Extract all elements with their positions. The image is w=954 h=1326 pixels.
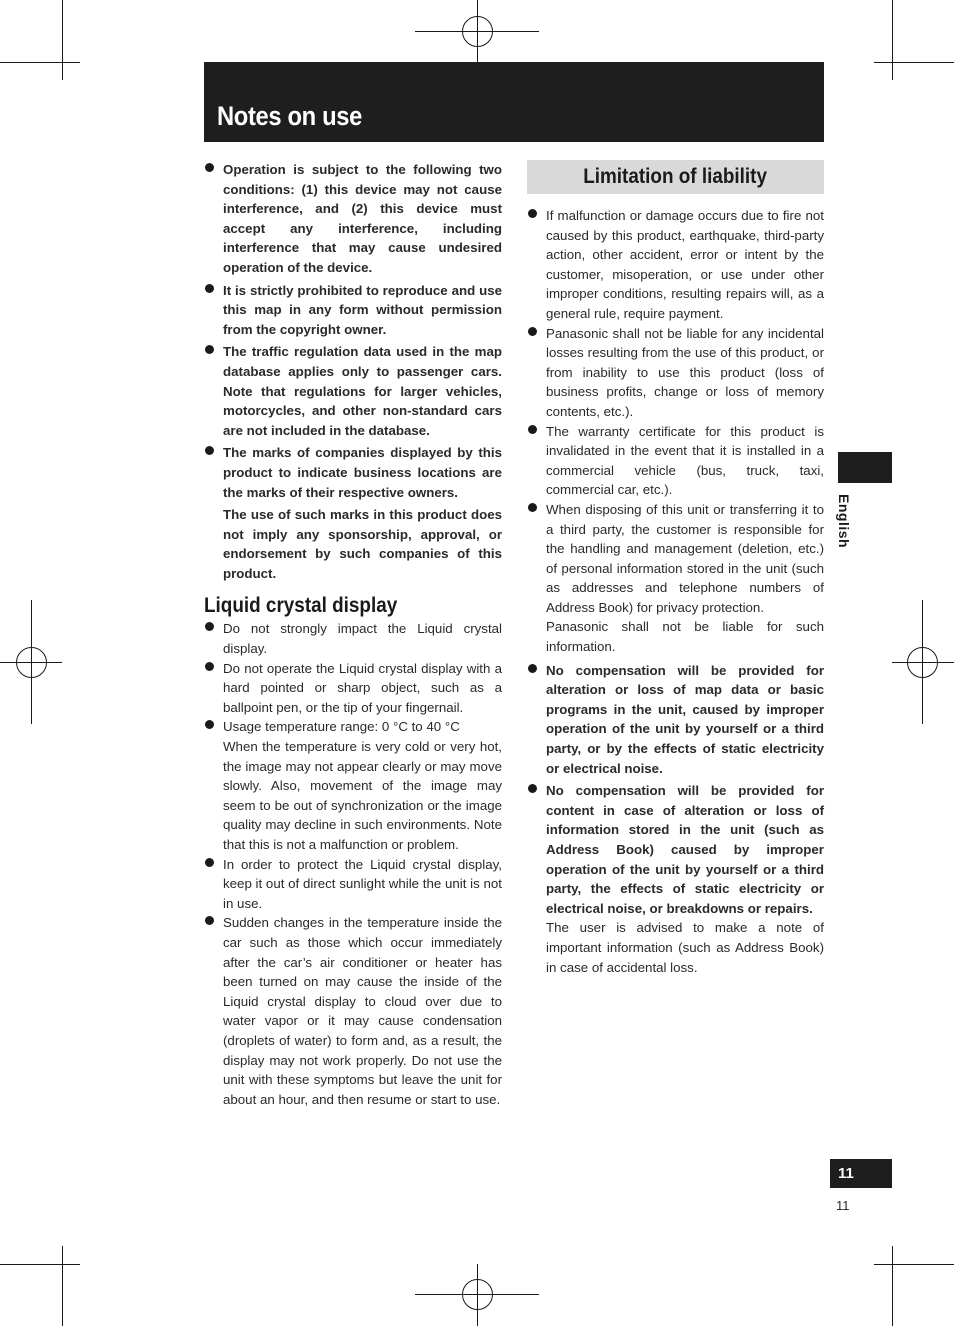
list-item: Operation is subject to the following two conditions: (1) this device may not cause interference, and (2) this device must accept any interference, including interference that may cause undesired operation of the device.	[204, 160, 502, 278]
language-tab	[838, 452, 892, 483]
list-item: Panasonic shall not be liable for any incidental losses resulting from the use of this product, or from inability to use this product (loss of business profits, change or loss of memory contents, etc.).	[527, 324, 824, 422]
language-label: English	[836, 494, 852, 549]
list-item: The traffic regulation data used in the map database applies only to passenger cars. Note that regulations for larger vehicles, motorcycles, and other non-standard cars are not included in the database.	[204, 342, 502, 440]
right-column	[527, 160, 824, 980]
page-number: 11	[836, 1198, 850, 1213]
list-item-note: When the temperature is very cold or very hot, the image may not appear clearly or may move slowly. Also, movement of the image may seem to be out of synchronization or the image quality may decline in such environments. Note that this is not a malfunction or problem.	[223, 739, 502, 852]
marks-note: The use of such marks in this product does not imply any sponsorship, approval, or endorsement by such companies of this product.	[223, 507, 502, 581]
list-item: Usage temperature range: 0 °C to 40 °C When the temperature is very cold or very hot, the image may not appear clearly or may move slowly. Also, movement of the image may seem to be out of synchronization or the image quality may decline in such environments. Note that this is not a malfunction or problem.	[204, 717, 502, 854]
compensation-list	[527, 661, 824, 978]
list-item: Do not strongly impact the Liquid crystal display.	[204, 619, 502, 658]
list-item-note: The user is advised to make a note of important information (such as Address Book) in case of accidental loss.	[546, 920, 824, 975]
list-item: No compensation will be provided for content in case of alteration or loss of information stored in the unit (such as Address Book) caused by improper operation of the unit by yourself or a third party, the effects of static electricity or electrical noise, or breakdowns or repairs. The user is advised to make a note of important information (such as Address Book) in case of accidental loss.	[527, 781, 824, 977]
list-item: Do not operate the Liquid crystal display with a hard pointed or sharp object, such as a ballpoint pen, or the tip of your fingernail.	[204, 659, 502, 718]
page-number-box: 11	[830, 1159, 892, 1188]
list-item: In order to protect the Liquid crystal display, keep it out of direct sunlight while the unit is not in use.	[204, 855, 502, 914]
list-item: The warranty certificate for this product is invalidated in the event that it is installed in a commercial vehicle (bus, truck, taxi, commercial car, etc.).	[527, 422, 824, 500]
lcd-list	[204, 619, 502, 1109]
list-item: If malfunction or damage occurs due to fire not caused by this product, earthquake, third-party action, other accident, error or intent by the customer, misoperation, or use under other improper conditions, resulting repairs will, as a general rule, require payment.	[527, 206, 824, 324]
list-item: When disposing of this unit or transferring it to a third party, the customer is responsible for the handling and management (deletion, etc.) of personal information stored in the unit (such as addresses and telephone numbers of Address Book) for privacy protection. Panasonic shall not be liable for such information.	[527, 500, 824, 657]
notes-list	[204, 160, 502, 502]
liability-list	[527, 206, 824, 657]
list-item: The marks of companies displayed by this product to indicate business locations are the marks of their respective owners.	[204, 443, 502, 502]
list-item: No compensation will be provided for alteration or loss of map data or basic programs in the unit, caused by improper operation of the unit by yourself or a third party, or by the effects of static electricity or electrical noise.	[527, 661, 824, 779]
liability-header	[527, 160, 824, 194]
list-item-note: Panasonic shall not be liable for such information.	[546, 619, 824, 655]
left-column	[204, 160, 502, 1109]
page-title: Notes on use	[217, 101, 362, 131]
lcd-section-title: Liquid crystal display	[204, 594, 398, 618]
liability-section-title: Limitation of liability	[583, 165, 768, 189]
list-item: It is strictly prohibited to reproduce and use this map in any form without permission from the copyright owner.	[204, 281, 502, 340]
list-item: Sudden changes in the temperature inside the car such as those which occur immediately after the car’s air conditioner or heater has been turned on may cause the inside of the Liquid crystal display to cloud over due to water vapor or it may cause condensation (droplets of water) to form and, as a result, the display may not work properly. Do not use the unit with these symptoms but leave the unit for about an hour, and then resume or start to use.	[204, 913, 502, 1109]
header-bar	[204, 62, 824, 142]
